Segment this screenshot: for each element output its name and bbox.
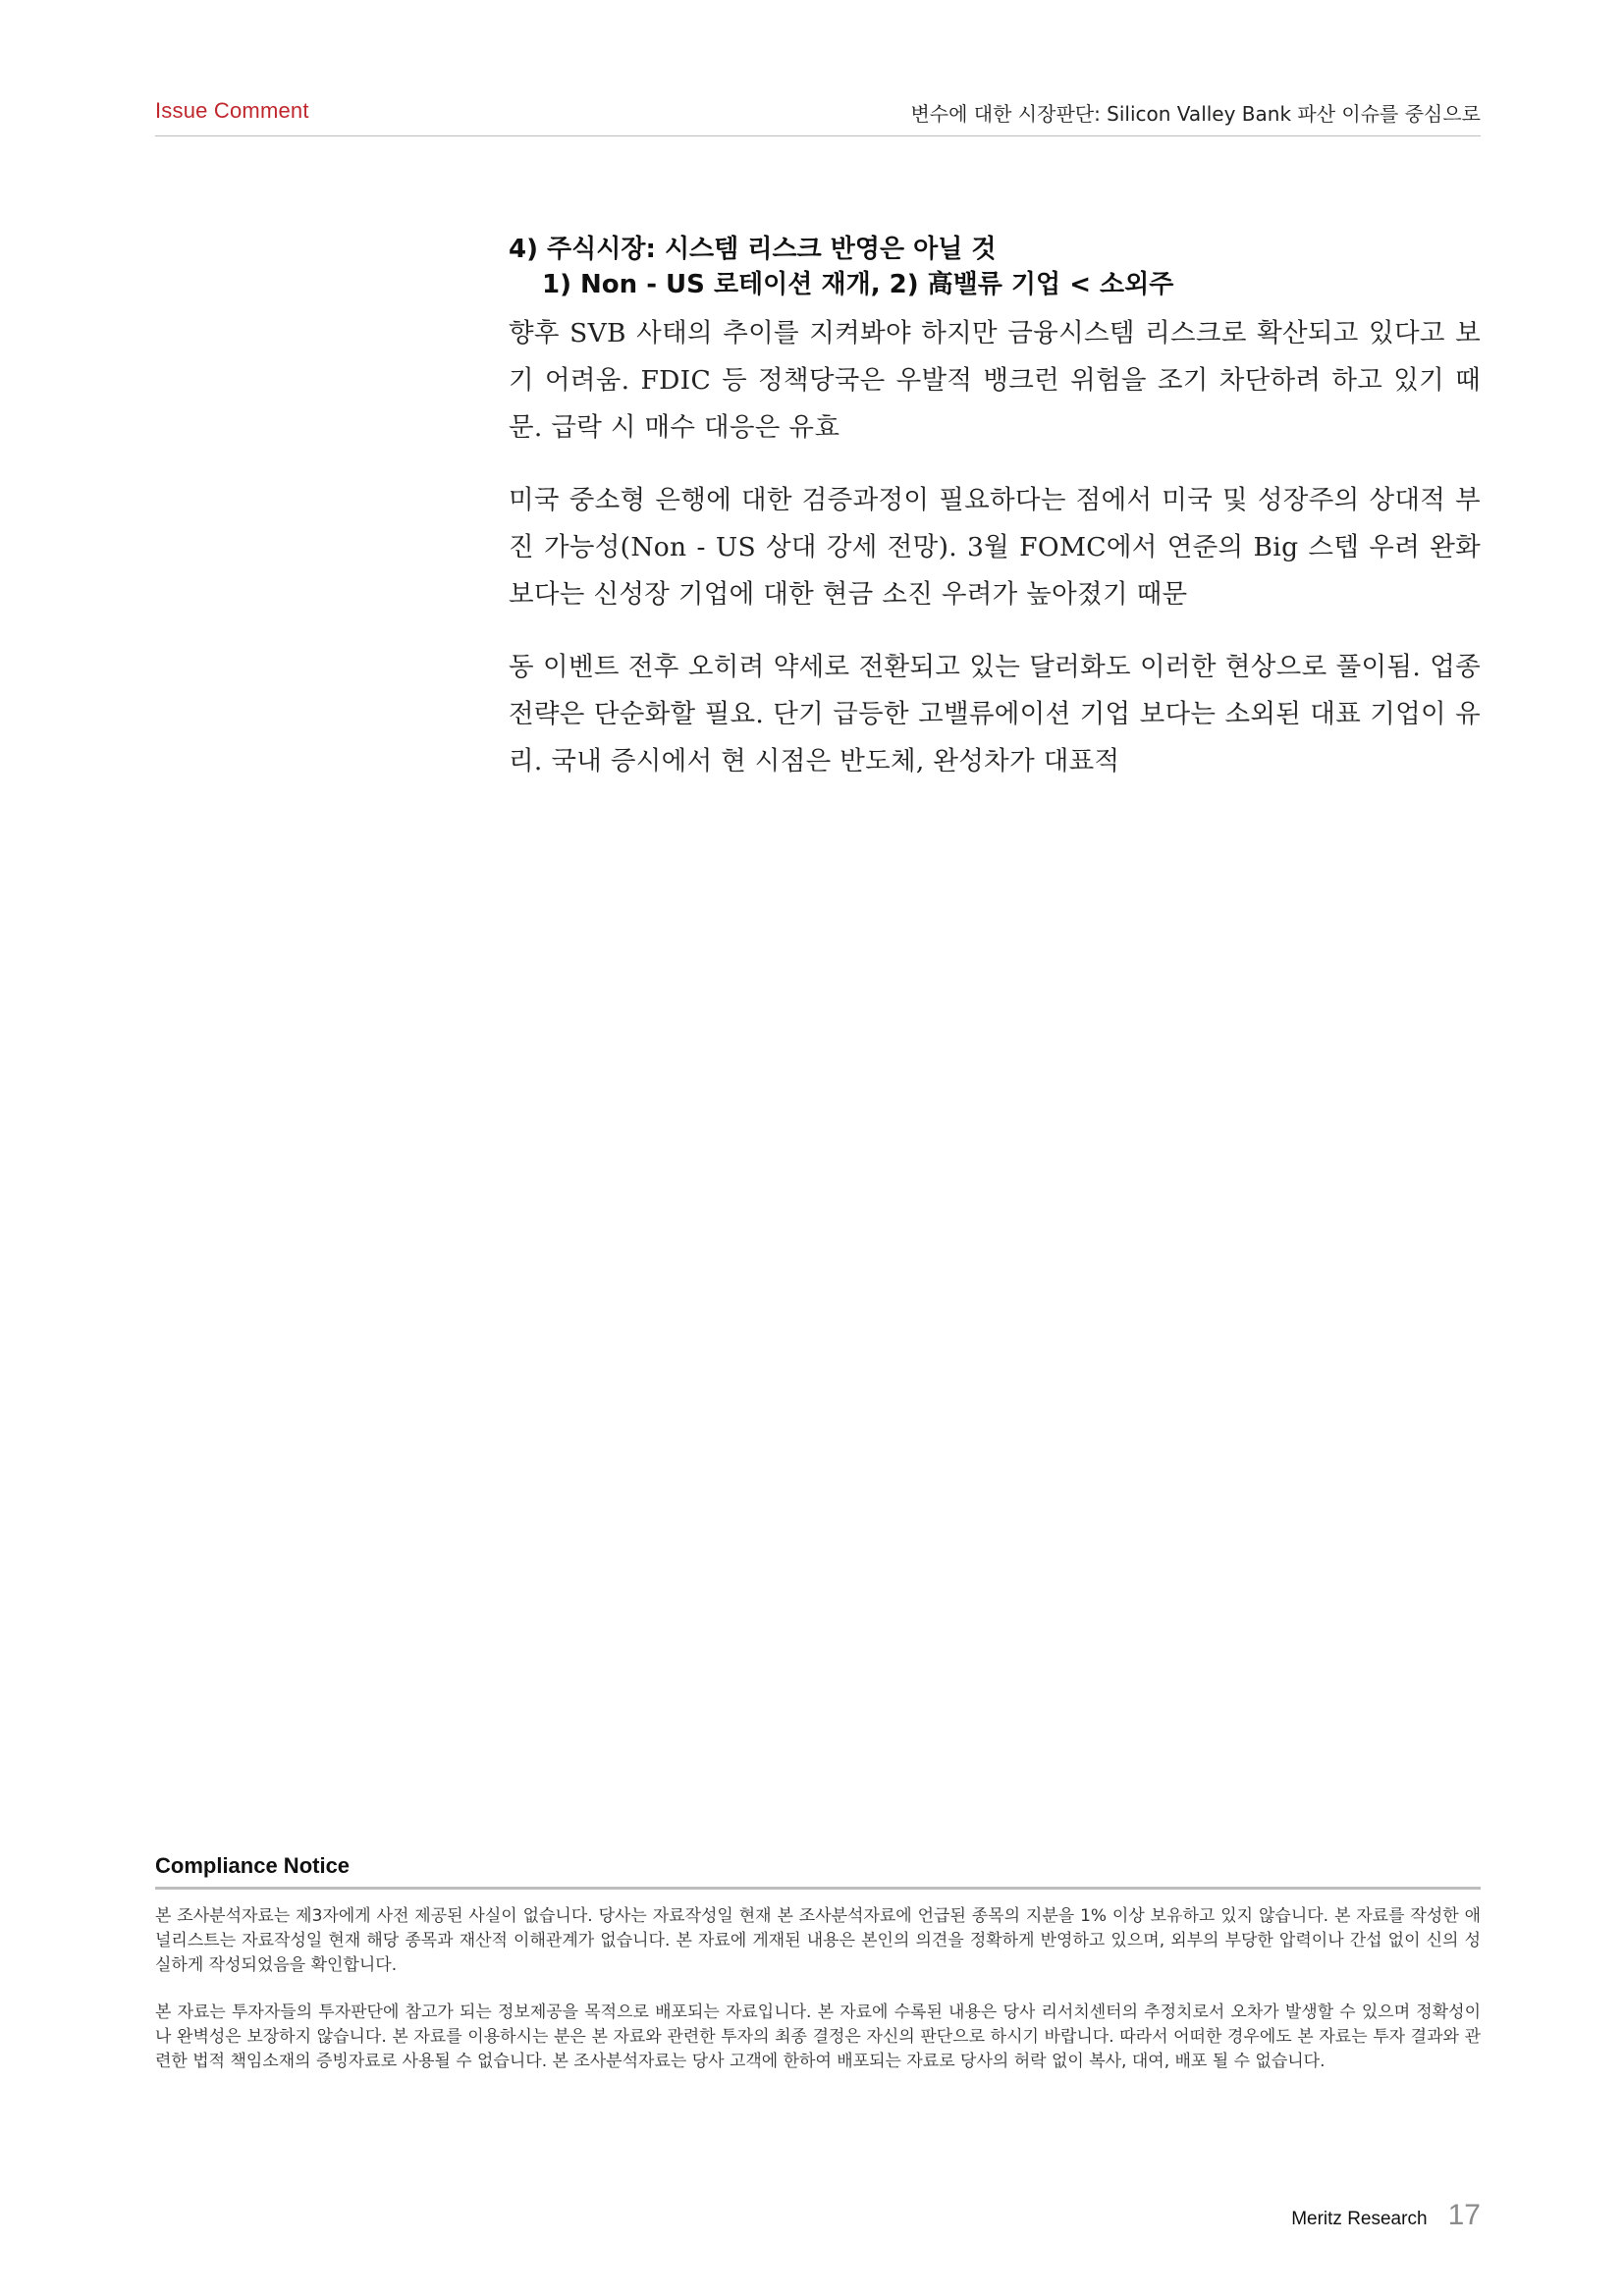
report-title: 변수에 대한 시장판단: Silicon Valley Bank 파산 이슈를 중심으로 bbox=[910, 102, 1481, 126]
section-title: 4) 주식시장: 시스템 리스크 반영은 아닐 것 bbox=[509, 235, 997, 264]
section-heading bbox=[509, 232, 1481, 302]
report-type-label: Issue Comment bbox=[155, 98, 309, 123]
compliance-paragraph: 본 조사분석자료는 제3자에게 사전 제공된 사실이 없습니다. 당사는 자료작성일 현재 본 조사분석자료에 언급된 종목의 지분을 1% 이상 보유하고 있지 않습니다. 본 자료를 작성한 애널리스트는 자료작성일 현재 해당 종목과 재산적 이해관계가 없습니다. 본 자료에 게재된 내용은 본인의 의견을 정확하게 반영하고 있으며, 외부의 부당한 압력이나 간섭 없이 신의 성실하게 작성되었음을 확인합니다. bbox=[155, 1906, 1481, 1975]
compliance-paragraph: 본 자료는 투자자들의 투자판단에 참고가 되는 정보제공을 목적으로 배포되는 자료입니다. 본 자료에 수록된 내용은 당사 리서치센터의 추정치로서 오차가 발생할 수 있으며 정확성이나 완벽성은 보장하지 않습니다. 본 자료를 이용하시는 분은 본 자료와 관련한 투자의 최종 결정은 자신의 판단으로 하시기 바랍니다. 따라서 어떠한 경우에도 본 자료는 투자 결과와 관련한 법적 책임소재의 증빙자료로 사용될 수 없습니다. 본 조사분석자료는 당사 고객에 한하여 배포되는 자료로 당사의 허락 없이 복사, 대여, 배포 될 수 없습니다. bbox=[155, 2002, 1482, 2071]
header-divider bbox=[155, 135, 1481, 136]
compliance-divider bbox=[155, 1887, 1481, 1890]
section-subtitle: 1) Non - US 로테이션 재개, 2) 高밸류 기업 < 소외주 bbox=[542, 270, 1174, 299]
body-paragraph: 동 이벤트 전후 오히려 약세로 전환되고 있는 달러화도 이러한 현상으로 풀이됨. 업종 전략은 단순화할 필요. 단기 급등한 고밸류에이션 기업 보다는 소외된 대표 기업이 유리. 국내 증시에서 현 시점은 반도체, 완성차가 대표적 bbox=[509, 652, 1481, 776]
page-footer bbox=[1291, 2199, 1481, 2232]
compliance-title: Compliance Notice bbox=[155, 1853, 351, 1878]
body-paragraph: 미국 중소형 은행에 대한 검증과정이 필요하다는 점에서 미국 및 성장주의 상대적 부진 가능성(Non - US 상대 강세 전망). 3월 FOMC에서 연준의 Big 스텝 우려 완화 보다는 신성장 기업에 대한 현금 소진 우려가 높아졌기 때문 bbox=[509, 485, 1481, 610]
page-number: 17 bbox=[1447, 2199, 1481, 2231]
footer-brand: Meritz Research bbox=[1291, 2209, 1428, 2229]
body-paragraph: 향후 SVB 사태의 추이를 지켜봐야 하지만 금융시스템 리스크로 확산되고 있다고 보기 어려움. FDIC 등 정책당국은 우발적 뱅크런 위험을 조기 차단하려 하고 있기 때문. 급락 시 매수 대응은 유효 bbox=[509, 318, 1481, 443]
